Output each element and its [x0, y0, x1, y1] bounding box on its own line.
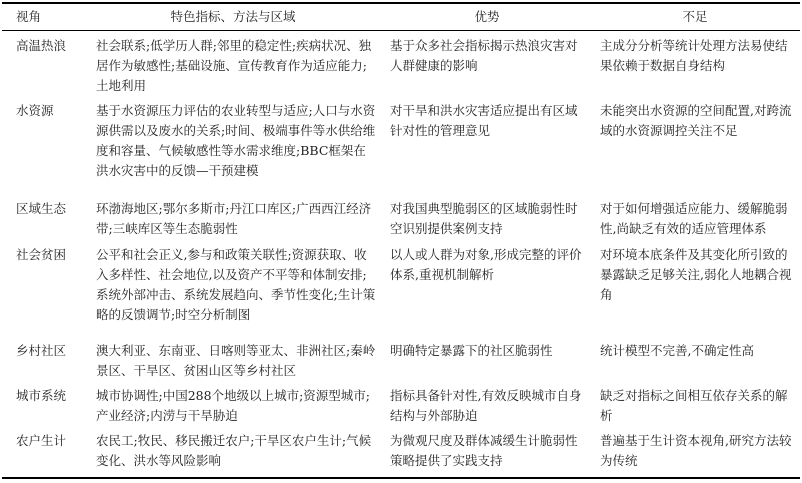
cell-advantages: 对我国典型脆弱区的区域脆弱性时空识别提供案例支持	[390, 201, 578, 236]
cell-perspective: 农户生计	[2, 426, 82, 478]
cell-shortcomings: 缺乏对指标之间相互依存关系的解析	[600, 388, 788, 423]
header-advantages: 优势	[384, 3, 590, 30]
table-row	[2, 240, 800, 336]
table-row	[2, 30, 800, 96]
cell-indicators: 环渤海地区;鄂尔多斯市;丹江口库区;广西西江经济带;三峡库区等生态脆弱性	[96, 201, 372, 236]
header-indicators: 特色指标、方法与区域	[82, 3, 384, 30]
cell-indicators: 公平和社会正义,参与和政策关联性;资源获取、收入多样性、社会地位,以及资产不平等和体制安排;系统外部冲击、系统发展趋向、季节性变化;生计策略的反馈调节;时空分析制图	[96, 247, 376, 322]
header-perspective: 视角	[2, 3, 82, 30]
cell-advantages: 明确特定暴露下的社区脆弱性	[390, 343, 553, 358]
cell-perspective: 高温热浪	[16, 37, 67, 53]
table-row	[2, 194, 800, 240]
cell-perspective: 城市系统	[16, 388, 67, 403]
cell-advantages: 对干旱和洪水灾害适应提出有区域针对性的管理意见	[390, 103, 578, 138]
cell-indicators: 澳大利亚、东南亚、日喀则等亚太、非洲社区;秦岭景区、干旱区、贫困山区等乡村社区	[96, 343, 376, 378]
table-row	[2, 96, 800, 194]
cell-shortcomings: 未能突出水资源的空间配置,对跨流域的水资源调控关注不足	[600, 103, 792, 138]
cell-advantages: 以人或人群为对象,形成完整的评价体系,重视机制解析	[390, 247, 582, 282]
cell-advantages: 基于众多社会指标揭示热浪灾害对人群健康的影响	[390, 37, 578, 73]
table-row	[2, 426, 800, 478]
cell-shortcomings: 统计模型不完善,不确定性高	[600, 343, 754, 358]
table-row	[2, 336, 800, 381]
cell-indicators: 农民工;牧民、移民搬迁农户;干旱区农户生计;气候变化、洪水等风险影响	[82, 426, 384, 478]
header-shortcomings: 不足	[590, 3, 800, 30]
cell-advantages: 为微观尺度及群体减缓生计脆弱性策略提供了实践支持	[384, 426, 590, 478]
cell-indicators: 城市协调性;中国288个地级以上城市;资源型城市;产业经济;内涝与干旱胁迫	[96, 388, 370, 423]
cell-perspective: 水资源	[16, 103, 54, 118]
cell-shortcomings: 对环境本底条件及其变化所引致的暴露缺乏足够关注,弱化人地耦合视角	[600, 247, 792, 302]
cell-advantages: 指标具备针对性,有效反映城市自身结构与外部胁迫	[390, 388, 582, 423]
cell-shortcomings: 对于如何增强适应能力、缓解脆弱性,尚缺乏有效的适应管理体系	[600, 201, 788, 236]
table-row	[2, 381, 800, 426]
header-row	[2, 3, 800, 30]
cell-shortcomings: 主成分分析等统计处理方法易使结果依赖于数据自身结构	[600, 37, 788, 73]
comparison-table	[2, 2, 800, 479]
cell-shortcomings: 普遍基于生计资本视角,研究方法较为传统	[590, 426, 800, 478]
cell-indicators: 基于水资源压力评估的农业转型与适应;人口与水资源供需以及废水的关系;时间、极端事件等水供给维度和容量、气候敏感性等水需求维度;BBC框架在洪水灾害中的反馈—干预建模	[96, 103, 376, 178]
cell-perspective: 乡村社区	[16, 343, 67, 358]
cell-indicators: 社会联系;低学历人群;邻里的稳定性;疾病状况、独居作为敏感性;基础设施、宣传教育作为适应能力;土地利用	[96, 37, 372, 93]
cell-perspective: 区域生态	[16, 201, 67, 216]
cell-perspective: 社会贫困	[16, 247, 67, 262]
